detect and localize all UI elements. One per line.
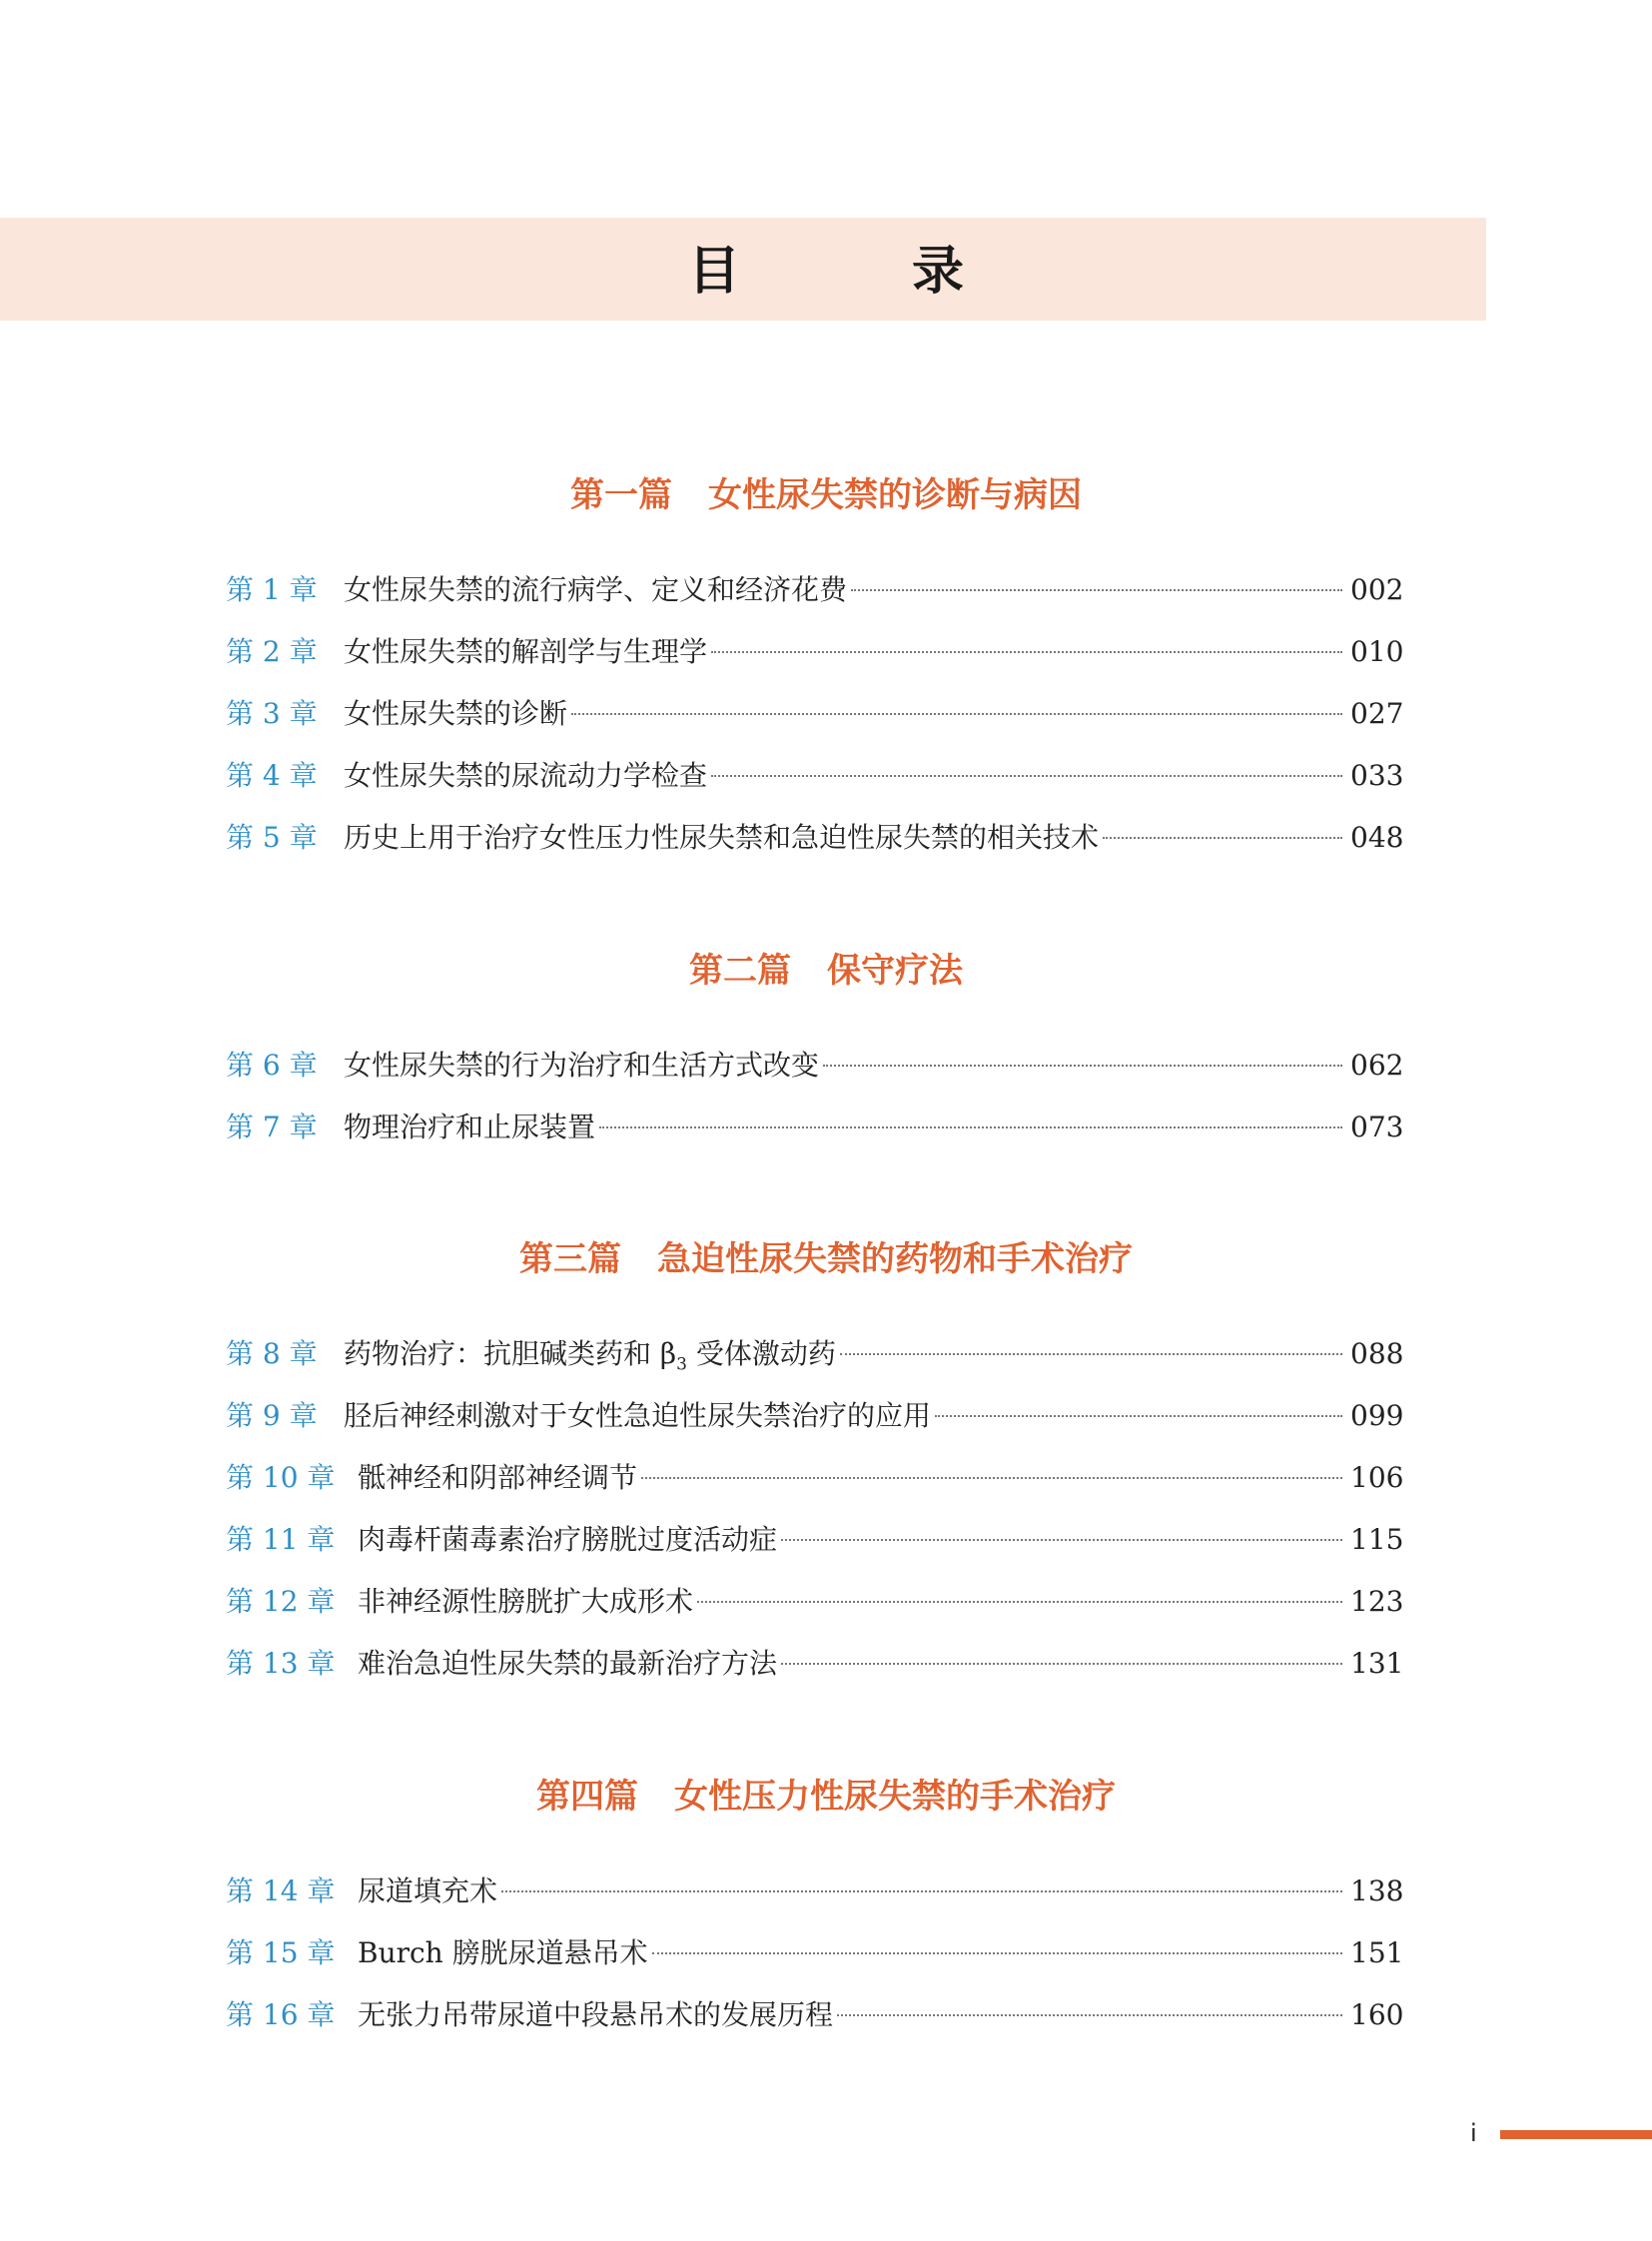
chapter-title: 女性尿失禁的流行病学、定义和经济花费	[344, 573, 848, 606]
chapter-number: 第 9 章	[226, 1399, 318, 1432]
page-number: 033	[1350, 759, 1404, 792]
toc-entry[interactable]	[226, 1520, 1404, 1560]
dot-leader	[641, 1477, 1342, 1479]
page-number: 115	[1350, 1523, 1404, 1556]
page-number: 062	[1350, 1049, 1404, 1082]
chapter-title: 骶神经和阴部神经调节	[358, 1461, 638, 1494]
toc-entry[interactable]	[226, 632, 1404, 672]
page-number: 099	[1350, 1399, 1404, 1432]
chapter-title: 女性尿失禁的诊断	[344, 697, 568, 730]
page-number: 123	[1350, 1585, 1404, 1618]
chapter-title: 肉毒杆菌毒素治疗膀胱过度活动症	[358, 1523, 778, 1556]
part-label: 第四篇	[536, 1777, 638, 1817]
dot-leader	[840, 1353, 1342, 1355]
toc-entry[interactable]	[226, 1334, 1404, 1375]
chapter-number: 第 8 章	[226, 1337, 318, 1370]
chapter-title: 女性尿失禁的解剖学与生理学	[344, 635, 708, 668]
dot-leader	[781, 1539, 1342, 1541]
chapter-number: 第 6 章	[226, 1049, 318, 1082]
chapter-title: 尿道填充术	[358, 1874, 498, 1907]
dot-leader	[697, 1601, 1342, 1603]
page-number: 002	[1350, 573, 1404, 606]
part-label: 第一篇	[570, 475, 672, 515]
chapter-number: 第 13 章	[226, 1647, 336, 1680]
toc-entry[interactable]	[226, 1108, 1404, 1147]
chapter-number: 第 4 章	[226, 759, 318, 792]
page-number: 010	[1350, 635, 1404, 668]
page-number: 160	[1350, 1998, 1404, 2031]
dot-leader	[711, 651, 1342, 653]
chapter-number: 第 10 章	[226, 1461, 336, 1494]
page-number: 151	[1350, 1936, 1404, 1969]
footer-page-number: i	[1470, 2119, 1477, 2147]
chapter-number: 第 2 章	[226, 635, 318, 668]
toc-entry[interactable]	[226, 1644, 1404, 1684]
chapter-title: 非神经源性膀胱扩大成形术	[358, 1585, 694, 1618]
toc-entry[interactable]	[226, 1046, 1404, 1086]
page-number: 138	[1350, 1874, 1404, 1907]
dot-leader	[781, 1663, 1342, 1665]
chapter-number: 第 5 章	[226, 821, 318, 854]
part-heading-2	[0, 948, 1652, 994]
page-number: 131	[1350, 1647, 1404, 1680]
part-title: 保守疗法	[827, 951, 963, 991]
toc-entry[interactable]	[226, 818, 1404, 858]
chapter-title: 难治急迫性尿失禁的最新治疗方法	[358, 1647, 778, 1680]
chapter-number: 第 14 章	[226, 1874, 336, 1907]
page-number: 027	[1350, 697, 1404, 730]
chapter-number: 第 16 章	[226, 1998, 336, 2031]
chapter-number: 第 3 章	[226, 697, 318, 730]
part-label: 第三篇	[519, 1239, 621, 1279]
page-number: 088	[1350, 1337, 1404, 1370]
toc-entry[interactable]	[226, 1396, 1404, 1436]
part-title: 急迫性尿失禁的药物和手术治疗	[657, 1239, 1133, 1279]
dot-leader	[711, 775, 1342, 777]
chapter-number: 第 1 章	[226, 573, 318, 606]
part-heading-3	[0, 1236, 1652, 1282]
toc-entry[interactable]	[226, 1871, 1404, 1911]
page-number: 073	[1350, 1111, 1404, 1143]
chapter-number: 第 15 章	[226, 1936, 336, 1969]
part-label: 第二篇	[689, 951, 791, 991]
dot-leader	[652, 1952, 1342, 1954]
page-title: 目 录	[687, 241, 1024, 302]
toc-entry[interactable]	[226, 1582, 1404, 1622]
chapter-number: 第 12 章	[226, 1585, 336, 1618]
chapter-title: 女性尿失禁的尿流动力学检查	[344, 759, 708, 792]
dot-leader	[837, 2014, 1342, 2016]
toc-entry[interactable]	[226, 756, 1404, 796]
part-title: 女性压力性尿失禁的手术治疗	[674, 1777, 1116, 1817]
part-heading-4	[0, 1774, 1652, 1820]
page-number: 106	[1350, 1461, 1404, 1494]
dot-leader	[823, 1065, 1342, 1067]
toc-entry[interactable]	[226, 570, 1404, 610]
part-heading-1	[0, 472, 1652, 518]
dot-leader	[571, 713, 1342, 715]
chapter-title: 历史上用于治疗女性压力性尿失禁和急迫性尿失禁的相关技术	[344, 821, 1100, 854]
toc-entry[interactable]	[226, 1933, 1404, 1973]
chapter-title: 胫后神经刺激对于女性急迫性尿失禁治疗的应用	[344, 1399, 932, 1432]
chapter-title: 女性尿失禁的行为治疗和生活方式改变	[344, 1049, 820, 1082]
toc-entry[interactable]	[226, 1458, 1404, 1498]
part-title: 女性尿失禁的诊断与病因	[708, 475, 1082, 515]
chapter-number: 第 7 章	[226, 1111, 318, 1143]
chapter-title: 物理治疗和止尿装置	[344, 1111, 596, 1143]
chapter-number: 第 11 章	[226, 1523, 336, 1556]
dot-leader	[599, 1126, 1342, 1128]
chapter-title: 药物治疗：抗胆碱类药和 $\beta_3$ 受体激动药	[344, 1337, 836, 1375]
dot-leader	[851, 589, 1342, 591]
footer-accent-bar	[1500, 2130, 1652, 2139]
dot-leader	[501, 1890, 1342, 1892]
toc-entry[interactable]	[226, 694, 1404, 734]
dot-leader	[1103, 837, 1342, 839]
dot-leader	[935, 1415, 1342, 1417]
toc-entry[interactable]	[226, 1995, 1404, 2035]
chapter-title: 无张力吊带尿道中段悬吊术的发展历程	[358, 1998, 834, 2031]
chapter-title: Burch 膀胱尿道悬吊术	[358, 1936, 648, 1969]
page-number: 048	[1350, 821, 1404, 854]
